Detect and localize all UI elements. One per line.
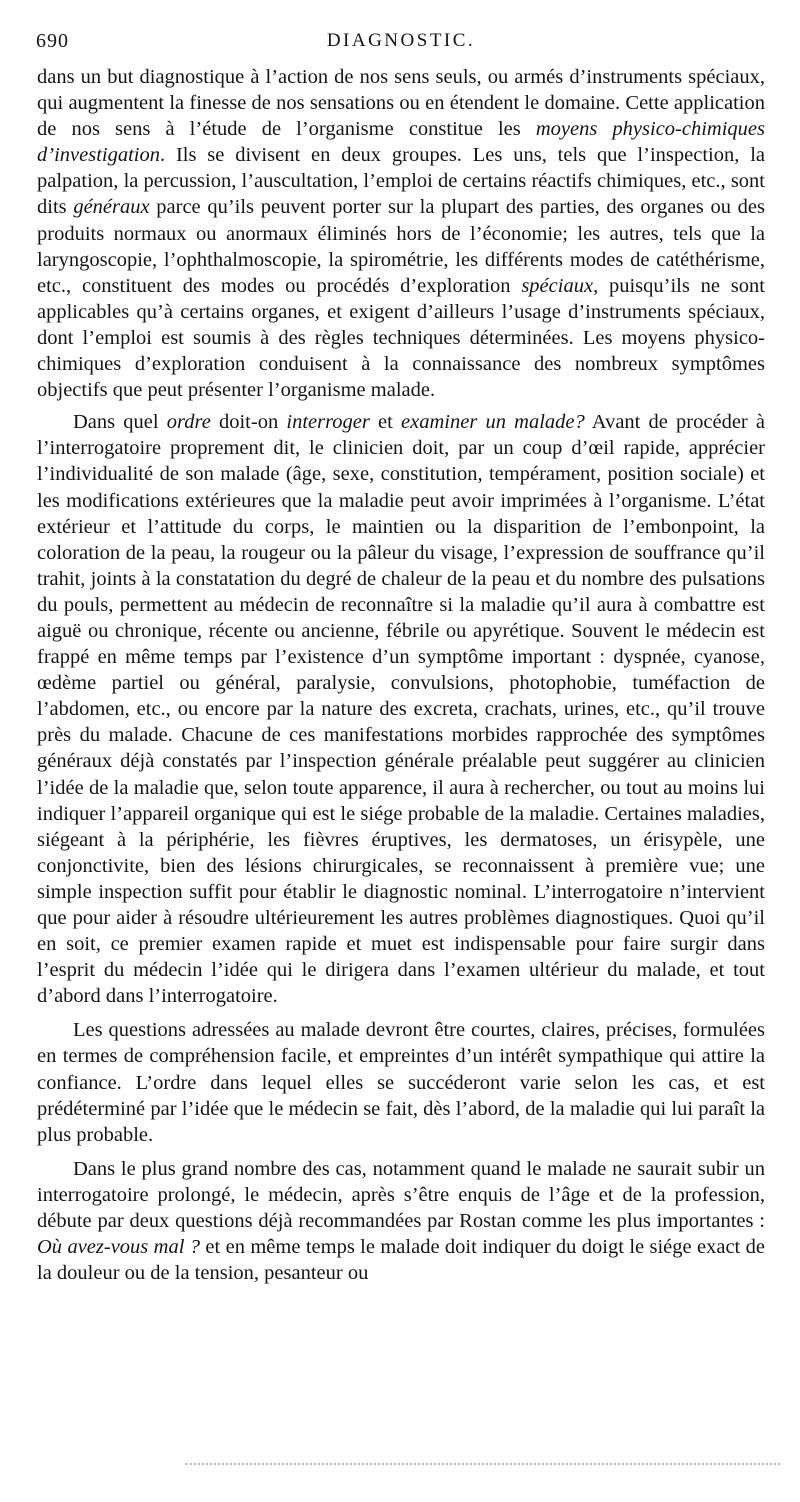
footer-dotted-rule <box>185 1463 780 1469</box>
text-run: dans un but diagnostique à l’action de nos sens seuls, ou armés d’instruments spéciaux, qui augmentent la finesse de nos sensations ou en étendent le domaine. Cette application de nos sens à l’étude de l’organisme constitue les <box>37 66 765 141</box>
paragraph-continued <box>37 64 765 403</box>
text-run: Dans quel <box>73 411 167 434</box>
text-run: parce qu’ils peuvent porter sur la plupart des parties, des organes ou des produits normaux ou anormaux éliminés hors de l’économie; les autres, tels que la laryngoscopie, l’ophthalmoscopie, la spirométrie, les différents modes de catéthérisme, etc., constituent des modes ou procédés d’exploration <box>37 196 765 297</box>
italic-text: Où avez-vous mal ? <box>37 1236 201 1259</box>
text-run: doit-on <box>210 411 287 434</box>
page-number: 690 <box>36 30 69 52</box>
paragraph-order-of-examination <box>37 409 765 1009</box>
paragraph-first-questions <box>37 1156 765 1286</box>
italic-text: interroger <box>286 411 370 434</box>
italic-text: spéciaux <box>521 274 594 297</box>
italic-text: examiner un malade? <box>401 411 585 434</box>
italic-text: ordre <box>166 411 211 434</box>
text-run: , puisqu’ils ne sont applicables qu’à certains organes, et exigent d’ailleurs l’usage d’instruments spéciaux, dont l’emploi est soumis à des règles techniques déterminées. Les moyens physico-chimiques d’exploration conduisent à la connaissance des nombreux symptômes objectifs que peut présenter l’organisme malade. <box>37 274 765 402</box>
text-run: Avant de procéder à l’interrogatoire proprement dit, le clinicien doit, par un coup d’œil rapide, apprécier l’individualité de son malade (âge, sexe, constitution, tempérament, position sociale) et les modifications extérieures que la maladie peut avoir imprimées à l’organisme. L’état extérieur et l’attitude du corps, le maintien ou la disparition de l’embonpoint, la coloration de la peau, la rougeur ou la pâleur du visage, l’expression de souffrance qu’il trahit, joints à la constatation du degré de chaleur de la peau et du nombre des pulsations du pouls, permettent au médecin de reconnaître si la maladie qu’il aura à combattre est aiguë ou chronique, récente ou ancienne, fébrile ou apyrétique. Souvent le médecin est frappé en même temps par l’existence d’un symptôme important : dyspnée, cyanose, œdème partiel ou général, paralysie, convulsions, photophobie, tuméfaction de l’abdomen, etc., ou encore par la nature des excreta, crachats, urines, etc., qu’il trouve près du malade. Chacune de ces manifestations morbides rapprochée des symptômes généraux déjà constatés par l’inspection générale préalable peut suggérer au clinicien l’idée de la maladie que, selon toute apparence, il aura à rechercher, ou tout au moins lui indiquer l’appareil organique qui est le siége probable de la maladie. Certaines maladies, siégeant à la périphérie, les fièvres éruptives, les dermatoses, un érisypèle, une conjonctivite, bien des lésions chirurgicales, se reconnaissent à première vue; une simple inspection suffit pour établir le diagnostic nominal. L’interrogatoire n’intervient que pour aider à résoudre ultérieurement les autres problèmes diagnostiques. Quoi qu’il en soit, ce premier examen rapide et muet est indispensable pour faire surgir dans l’esprit du médecin l’idée qui le dirigera dans l’examen ultérieur du malade, et tout d’abord dans l’interrogatoire. <box>37 411 766 1008</box>
italic-text: généraux <box>73 196 150 219</box>
text-run: Les questions adressées au malade devront être courtes, claires, précises, formulées en termes de compréhension facile, et empreintes d’un intérêt sympathique qui attire la confiance. L’ordre dans lequel elles se succéderont varie selon les cas, et est prédéterminé par l’idée que le médecin se fait, dès l’abord, de la maladie qui lui paraît la plus probable. <box>37 1019 765 1146</box>
text-run: Dans le plus grand nombre des cas, notamment quand le malade ne saurait subir un interrogatoire prolongé, le médecin, après s’être enquis de l’âge et de la profession, débute par deux questions déjà recommandées par Rostan comme les plus importantes : <box>37 1157 765 1233</box>
text-run: et en même temps le malade doit indiquer du doigt le siége exact de la douleur ou de la tension, pesanteur ou <box>37 1236 765 1285</box>
italic-text: moyens physico-chimiques d’investigation <box>37 118 765 167</box>
text-run: et <box>369 411 402 434</box>
text-run: . Ils se divisent en deux groupes. Les uns, tels que l’inspection, la palpation, la percussion, l’auscultation, l’emploi de certains réactifs chimiques, etc., sont dits <box>37 144 765 219</box>
running-title: DIAGNOSTIC. <box>326 30 476 51</box>
body-text <box>37 64 765 1292</box>
paragraph-questions <box>37 1017 765 1147</box>
page-header <box>36 30 766 60</box>
